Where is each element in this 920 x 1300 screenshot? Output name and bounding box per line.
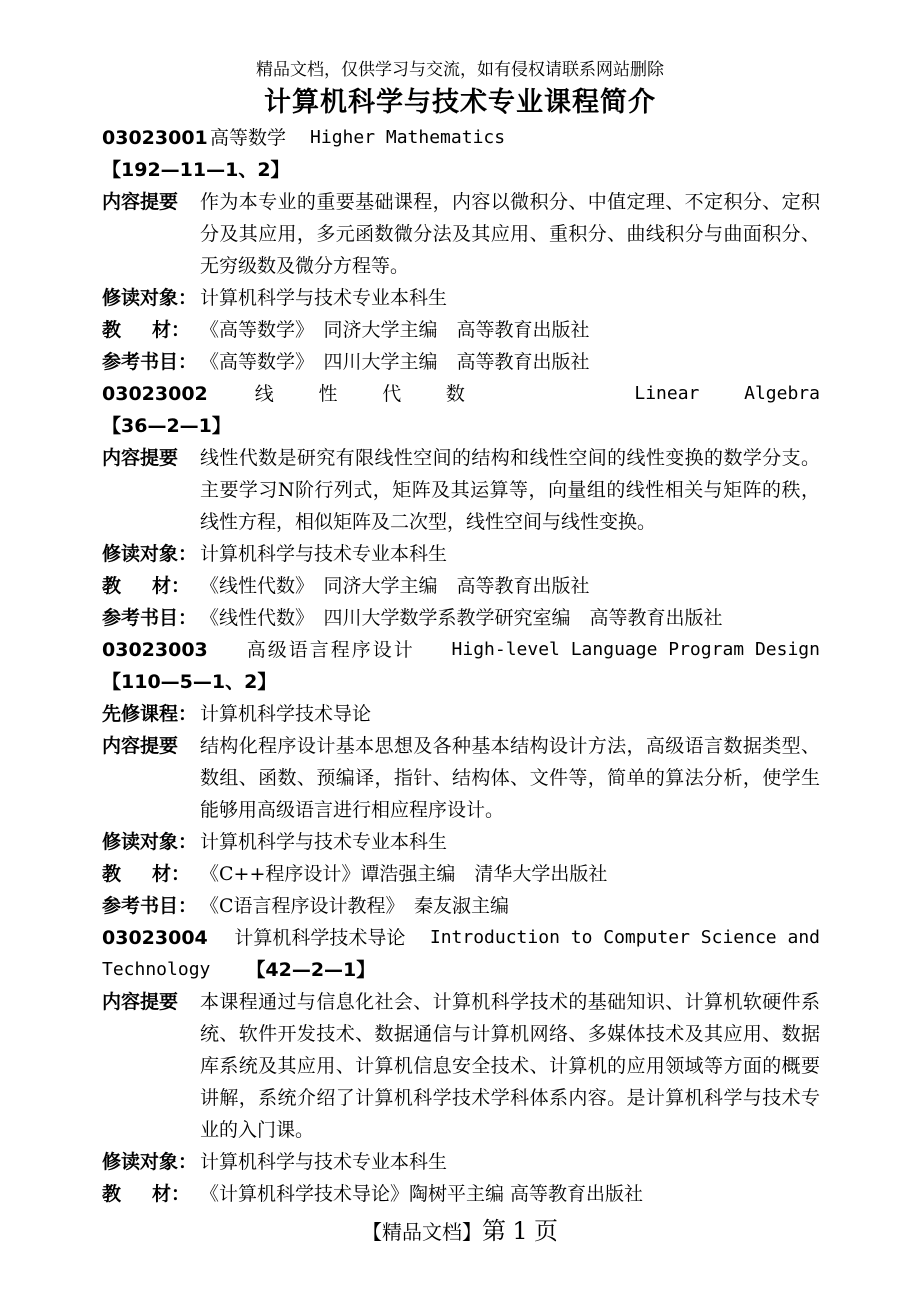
course-header-4-cont: [102, 954, 820, 986]
footer-page-label-start: 第: [482, 1217, 506, 1245]
course-english-name: High-level Language Program Design: [451, 639, 820, 660]
course-header-2: [102, 378, 820, 410]
textbook-text: 《C++程序设计》谭浩强主编 清华大学出版社: [200, 863, 608, 885]
course-hours: 【110—5—1、2】: [102, 671, 277, 693]
course-code: 03023002: [102, 383, 208, 405]
course-english-word: Algebra: [744, 383, 820, 404]
course-code: 03023003: [102, 639, 208, 661]
course-english-name-cont: Technology: [102, 959, 211, 980]
target-label: 修读对象：: [102, 287, 198, 309]
course-target-3: [102, 826, 820, 858]
course-summary-2: [102, 442, 820, 538]
course-english-word: Linear: [634, 383, 700, 404]
textbook-label: 教 材：: [102, 1183, 190, 1205]
course-hours: 【42—2—1】: [246, 959, 376, 981]
course-reference-1: [102, 346, 820, 378]
target-text: 计算机科学与技术专业本科生: [200, 831, 448, 853]
prereq-label: 先修课程：: [102, 703, 198, 725]
prereq-text: 计算机科学技术导论: [200, 703, 372, 725]
course-reference-3: [102, 890, 820, 922]
target-text: 计算机科学与技术专业本科生: [200, 287, 448, 309]
course-textbook-4: [102, 1178, 820, 1210]
textbook-label: 教 材：: [102, 575, 190, 597]
summary-text: 线性代数是研究有限线性空间的结构和线性空间的线性变换的数学分支。主要学习N阶行列式，矩阵及其运算等，向量组的线性相关与矩阵的秩，线性方程，相似矩阵及二次型，线性空间与线性变换。: [200, 447, 820, 533]
watermark-header: 精品文档，仅供学习与交流，如有侵权请联系网站删除: [256, 60, 664, 80]
course-name: 高级语言程序设计: [246, 639, 415, 661]
textbook-text: 《计算机科学技术导论》陶树平主编 高等教育出版社: [200, 1183, 644, 1205]
summary-label: 内容提要: [102, 735, 179, 757]
textbook-label: 教 材：: [102, 319, 190, 341]
course-textbook-1: [102, 314, 820, 346]
course-hours: 【192—11—1、2】: [102, 159, 290, 181]
course-target-2: [102, 538, 820, 570]
summary-text: 结构化程序设计基本思想及各种基本结构设计方法，高级语言数据类型、数组、函数、预编译，指针、结构体、文件等，简单的算法分析，使学生能够用高级语言进行相应程序设计。: [200, 735, 820, 821]
course-name-char: 代: [382, 383, 402, 405]
target-label: 修读对象：: [102, 1151, 198, 1173]
target-text: 计算机科学与技术专业本科生: [200, 543, 448, 565]
page-title: 计算机科学与技术专业课程简介: [264, 87, 656, 118]
summary-text: 本课程通过与信息化社会、计算机科学技术的基础知识、计算机软硬件系统、软件开发技术、数据通信与计算机网络、多媒体技术及其应用、数据库系统及其应用、计算机信息安全技术、计算机的应用领域等方面的概要讲解，系统介绍了计算机科学技术学科体系内容。是计算机科学与技术专业的入门课。: [200, 991, 820, 1141]
summary-label: 内容提要: [102, 447, 179, 469]
course-header-1: [102, 122, 820, 154]
course-list: [102, 122, 820, 1210]
course-hours-1: [102, 154, 820, 186]
reference-label: 参考书目：: [102, 607, 198, 629]
target-label: 修读对象：: [102, 831, 198, 853]
course-english-name: Introduction to Computer Science and: [429, 927, 820, 948]
summary-label: 内容提要: [102, 991, 179, 1013]
course-hours-2: [102, 410, 820, 442]
course-target-4: [102, 1146, 820, 1178]
course-code: 03023001: [102, 127, 208, 149]
footer-prefix: 【精品文档】: [362, 1220, 482, 1244]
reference-label: 参考书目：: [102, 351, 198, 373]
course-summary-4: [102, 986, 820, 1146]
course-prereq-3: [102, 698, 820, 730]
summary-text: 作为本专业的重要基础课程，内容以微积分、中值定理、不定积分、定积分及其应用，多元函数微分法及其应用、重积分、曲线积分与曲面积分、无穷级数及微分方程等。: [200, 191, 820, 277]
course-hours: 【36—2—1】: [102, 415, 231, 437]
course-name-char: 性: [318, 383, 338, 405]
course-name: 计算机科学技术导论: [234, 927, 406, 949]
course-textbook-3: [102, 858, 820, 890]
course-english-name: Higher Mathematics: [310, 127, 506, 148]
summary-label: 内容提要: [102, 191, 179, 213]
course-header-3: [102, 634, 820, 666]
textbook-text: 《高等数学》 同济大学主编 高等教育出版社: [200, 319, 590, 341]
course-name-char: 线: [254, 383, 274, 405]
textbook-text: 《线性代数》 同济大学主编 高等教育出版社: [200, 575, 590, 597]
target-text: 计算机科学与技术专业本科生: [200, 1151, 448, 1173]
course-header-4: [102, 922, 820, 954]
footer-page-number: 1: [512, 1217, 528, 1245]
course-code: 03023004: [102, 927, 208, 949]
course-hours-3: [102, 666, 820, 698]
course-summary-1: [102, 186, 820, 282]
course-target-1: [102, 282, 820, 314]
reference-label: 参考书目：: [102, 895, 198, 917]
footer-page-label-end: 页: [534, 1217, 558, 1245]
course-name-char: 数: [445, 383, 465, 405]
page-footer: [0, 1216, 920, 1247]
course-textbook-2: [102, 570, 820, 602]
reference-text: 《线性代数》 四川大学数学系教学研究室编 高等教育出版社: [200, 607, 723, 629]
reference-text: 《C语言程序设计教程》 秦友淑主编: [200, 895, 510, 917]
textbook-label: 教 材：: [102, 863, 190, 885]
course-name: 高等数学: [210, 127, 287, 149]
reference-text: 《高等数学》 四川大学主编 高等教育出版社: [200, 351, 590, 373]
target-label: 修读对象：: [102, 543, 198, 565]
course-summary-3: [102, 730, 820, 826]
course-reference-2: [102, 602, 820, 634]
